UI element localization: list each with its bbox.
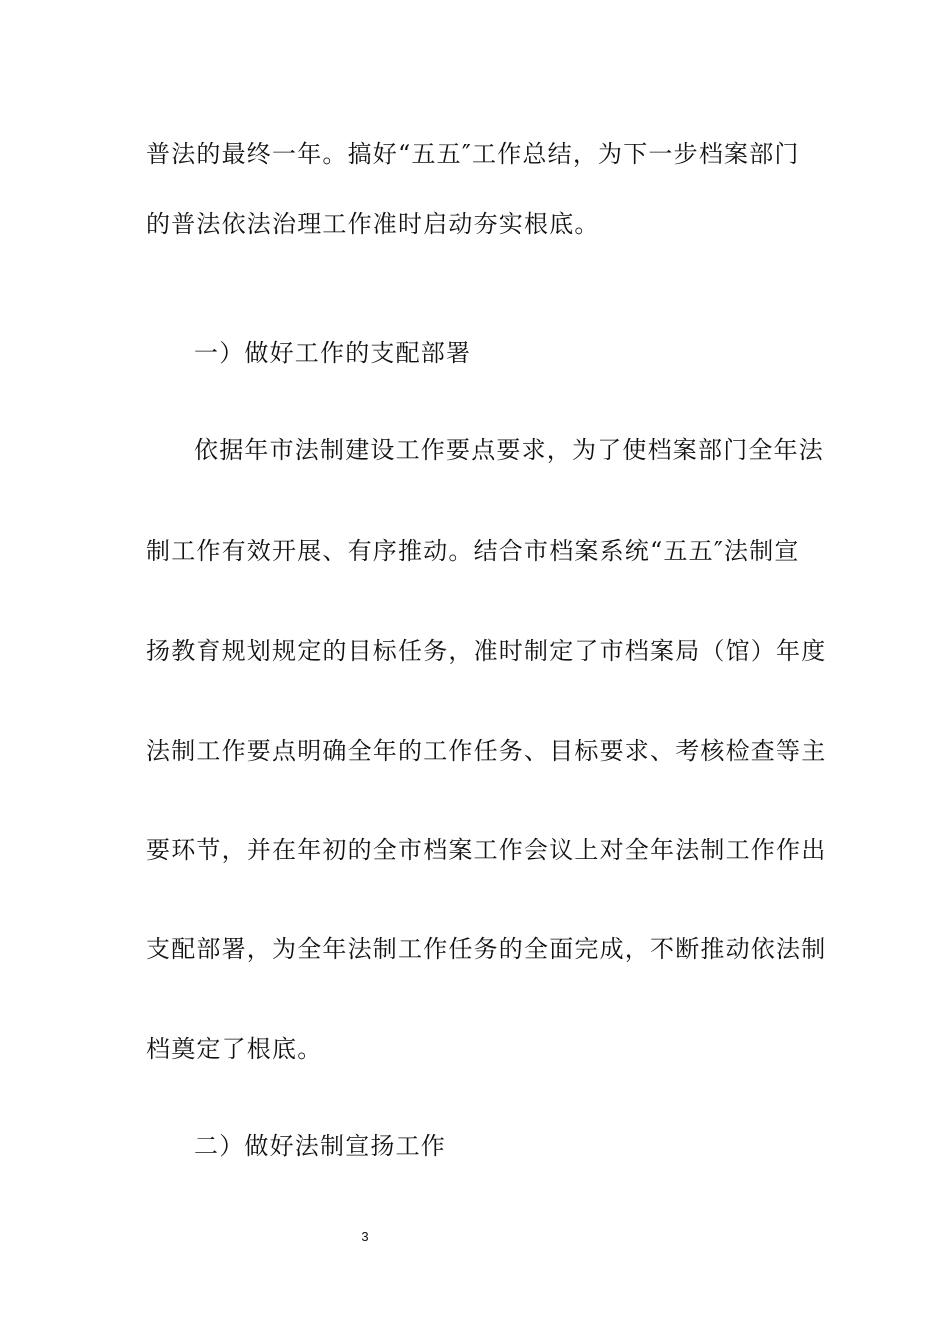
text-line: 扬教育规划规定的目标任务，准时制定了市档案局（馆）年度 xyxy=(146,637,827,665)
text-line: 支配部署，为全年法制工作任务的全面完成，不断推动依法制 xyxy=(146,935,827,963)
text-line: 普法的最终一年。搞好“五五″工作总结，为下一步档案部门 xyxy=(146,140,800,168)
text-line: 档奠定了根底。 xyxy=(146,1035,323,1063)
text-line: 法制工作要点明确全年的工作任务、目标要求、考核检查等主 xyxy=(146,737,827,765)
section-heading: 二）做好法制宣扬工作 xyxy=(194,1132,446,1160)
text-line: 制工作有效开展、有序推动。结合市档案系统“五五″法制宣 xyxy=(146,537,800,565)
text-line: 依据年市法制建设工作要点要求，为了使档案部门全年法 xyxy=(194,436,824,464)
section-heading: 一）做好工作的支配部署 xyxy=(194,339,472,367)
page-number: 3 xyxy=(361,1229,369,1244)
text-line: 的普法依法治理工作准时启动夯实根底。 xyxy=(146,210,600,238)
text-line: 要环节，并在年初的全市档案工作会议上对全年法制工作作出 xyxy=(146,836,827,864)
